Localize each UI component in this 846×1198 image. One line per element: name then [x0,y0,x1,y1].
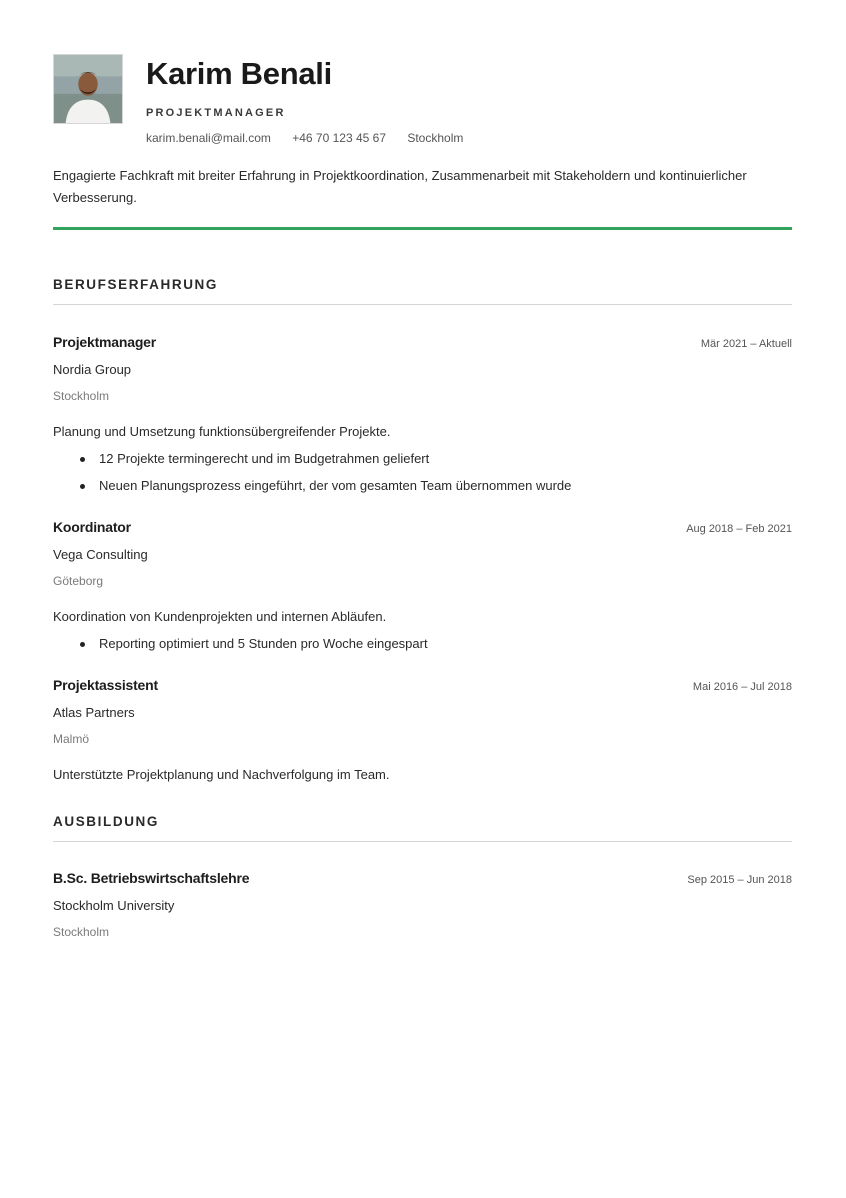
entry-bullets [53,450,792,495]
entry-date: Mai 2016 – Jul 2018 [692,681,792,693]
entry-description: Planung und Umsetzung funktionsübergreifender Projekte. [53,424,391,439]
experience-section [53,276,792,784]
accent-divider [53,227,792,230]
entry-company: Atlas Partners [53,705,135,720]
header-text [146,54,481,146]
experience-entry [53,517,792,653]
entry-header [53,675,792,695]
resume-content [53,54,792,940]
entry-company: Nordia Group [53,362,132,377]
entry-date: Sep 2015 – Jun 2018 [687,874,792,886]
contact-line [146,130,481,146]
section-title-education: AUSBILDUNG [53,814,159,829]
job-title: PROJEKTMANAGER [146,107,286,119]
entry-location: Stockholm [53,925,110,939]
entry-title: Koordinator [53,519,131,535]
entry-school: Stockholm University [53,898,175,913]
entry-title: B.Sc. Betriebswirtschaftslehre [53,870,250,886]
entry-company: Vega Consulting [53,547,148,562]
entry-title: Projektmanager [53,334,157,350]
contact-city: Stockholm [407,131,464,145]
bullet-item: Neuen Planungsprozess eingeführt, der vom gesamten Team übernommen wurde [53,477,792,495]
experience-entry [53,675,792,784]
bullet-item: 12 Projekte termingerecht und im Budgetrahmen geliefert [53,450,792,468]
section-divider [53,304,792,305]
contact-email: karim.benali@mail.com [146,131,271,145]
section-title-experience: BERUFSERFAHRUNG [53,277,219,292]
entry-header [53,517,792,537]
entry-date: Aug 2018 – Feb 2021 [686,523,792,535]
section-divider [53,841,792,842]
education-entry [53,868,792,940]
experience-entry [53,332,792,495]
profile-photo-icon [54,55,122,123]
profile-photo [53,54,123,124]
entry-header [53,332,792,352]
education-section [53,813,792,940]
bullet-item: Reporting optimiert und 5 Stunden pro Woche eingespart [53,635,792,653]
contact-phone: +46 70 123 45 67 [292,131,386,145]
entry-location: Stockholm [53,389,110,403]
person-name: Karim Benali [146,56,332,91]
entry-title: Projektassistent [53,677,158,693]
entry-location: Malmö [53,732,90,746]
entry-location: Göteborg [53,574,104,588]
entry-description: Unterstützte Projektplanung und Nachverfolgung im Team. [53,767,390,782]
profile-summary: Engagierte Fachkraft mit breiter Erfahrung in Projektkoordination, Zusammenarbeit mit Stakeholdern und kontinuierlicher Verbesserung. [53,168,747,205]
entry-bullets [53,635,792,653]
entry-description: Koordination von Kundenprojekten und internen Abläufen. [53,609,387,624]
resume-header [53,54,792,146]
entry-date: Mär 2021 – Aktuell [700,338,792,350]
entry-header [53,868,792,888]
